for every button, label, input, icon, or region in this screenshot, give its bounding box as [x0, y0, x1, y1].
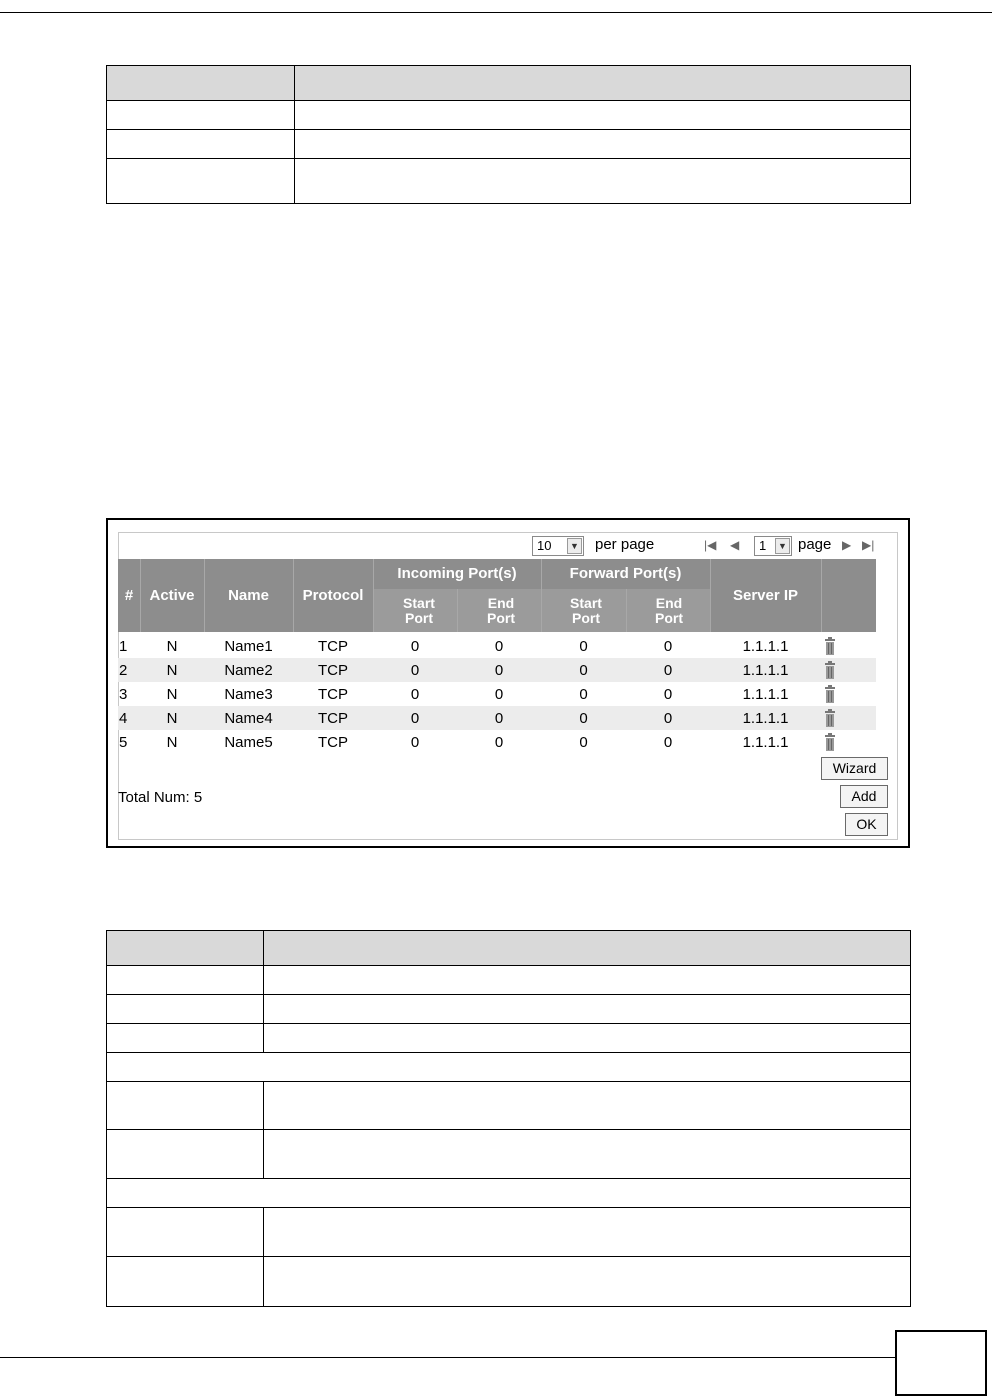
- table-cell: [107, 966, 264, 995]
- table-row: [118, 706, 876, 730]
- row-num: 4: [119, 710, 128, 727]
- prev-page-icon[interactable]: ◀: [730, 538, 740, 552]
- table-cell: [295, 101, 911, 130]
- table-cell: [107, 1130, 264, 1179]
- column-header-forward-end: End Port: [655, 595, 683, 626]
- table-cell: [264, 966, 911, 995]
- column-header-protocol: Protocol: [302, 587, 364, 604]
- table-cell: [264, 1024, 911, 1053]
- column-header-incoming: Incoming Port(s): [397, 565, 517, 582]
- page-select[interactable]: [754, 536, 792, 556]
- total-count: Total Num: 5: [118, 789, 203, 806]
- row-protocol: TCP: [318, 662, 348, 679]
- column-divider: [821, 559, 822, 632]
- row-in-start: 0: [410, 638, 420, 655]
- wizard-button[interactable]: Wizard: [821, 757, 888, 780]
- row-fwd-end: 0: [663, 662, 673, 679]
- row-protocol: TCP: [318, 710, 348, 727]
- table-header: [118, 559, 876, 632]
- table-header-cell: [264, 931, 911, 966]
- trash-icon[interactable]: [824, 709, 836, 727]
- row-in-end: 0: [494, 710, 504, 727]
- bottom-field-table: [106, 930, 911, 1307]
- row-name: Name2: [224, 662, 273, 679]
- row-name: Name1: [224, 638, 273, 655]
- row-fwd-start: 0: [579, 710, 588, 727]
- row-fwd-end: 0: [663, 686, 673, 703]
- row-num: 2: [119, 662, 128, 679]
- table-cell: [264, 1208, 911, 1257]
- row-active: N: [166, 686, 178, 703]
- row-fwd-end: 0: [663, 734, 673, 751]
- trash-icon[interactable]: [824, 685, 836, 703]
- row-in-start: 0: [410, 686, 420, 703]
- row-server-ip: 1.1.1.1: [742, 686, 789, 703]
- column-header-num: #: [124, 587, 134, 604]
- top-field-table: [106, 65, 911, 204]
- column-header-name: Name: [228, 587, 269, 604]
- row-protocol: TCP: [318, 734, 348, 751]
- table-cell: [107, 1024, 264, 1053]
- column-header-active: Active: [149, 587, 195, 604]
- table-cell: [107, 101, 295, 130]
- row-in-end: 0: [494, 686, 504, 703]
- row-num: 1: [119, 638, 128, 655]
- row-active: N: [166, 662, 178, 679]
- row-server-ip: 1.1.1.1: [742, 734, 789, 751]
- table-header-cell: [107, 66, 295, 101]
- per-page-select[interactable]: [532, 536, 584, 556]
- table-cell: [264, 1130, 911, 1179]
- page-value: 1: [759, 538, 767, 553]
- table-cell: [107, 1208, 264, 1257]
- table-section-cell: [107, 1053, 911, 1082]
- row-name: Name3: [224, 686, 273, 703]
- row-in-end: 0: [494, 734, 504, 751]
- per-page-label: per page: [595, 536, 655, 553]
- row-num: 5: [119, 734, 128, 751]
- trash-icon[interactable]: [824, 637, 836, 655]
- table-section-cell: [107, 1179, 911, 1208]
- row-server-ip: 1.1.1.1: [742, 638, 789, 655]
- chevron-down-icon: ▼: [567, 538, 582, 554]
- table-row: [118, 634, 876, 658]
- table-cell: [107, 1082, 264, 1130]
- table-cell: [107, 995, 264, 1024]
- row-fwd-end: 0: [663, 710, 673, 727]
- table-row: [118, 682, 876, 706]
- trash-icon[interactable]: [824, 733, 836, 751]
- add-button[interactable]: Add: [840, 785, 888, 808]
- last-page-icon[interactable]: ▶|: [862, 538, 875, 552]
- row-active: N: [166, 710, 178, 727]
- row-fwd-start: 0: [579, 734, 588, 751]
- row-in-end: 0: [494, 638, 504, 655]
- row-in-start: 0: [410, 710, 420, 727]
- ok-button[interactable]: OK: [845, 813, 888, 836]
- column-divider: [457, 589, 458, 632]
- column-divider: [626, 589, 627, 632]
- row-protocol: TCP: [318, 686, 348, 703]
- row-server-ip: 1.1.1.1: [742, 662, 789, 679]
- row-fwd-start: 0: [579, 638, 588, 655]
- table-cell: [264, 1082, 911, 1130]
- column-header-forward-start: Start Port: [570, 595, 602, 626]
- next-page-icon[interactable]: ▶: [842, 538, 852, 552]
- column-header-incoming-start: Start Port: [403, 595, 435, 626]
- column-header-forward: Forward Port(s): [569, 565, 682, 582]
- table-cell: [107, 130, 295, 159]
- row-num: 3: [119, 686, 128, 703]
- table-cell: [295, 130, 911, 159]
- table-row: [118, 658, 876, 682]
- trash-icon[interactable]: [824, 661, 836, 679]
- top-rule: [0, 12, 992, 13]
- chevron-down-icon: ▼: [775, 538, 790, 554]
- row-fwd-end: 0: [663, 638, 673, 655]
- row-server-ip: 1.1.1.1: [742, 710, 789, 727]
- per-page-value: 10: [537, 538, 552, 553]
- row-name: Name4: [224, 710, 273, 727]
- table-cell: [264, 995, 911, 1024]
- row-fwd-start: 0: [579, 662, 588, 679]
- table-cell: [264, 1257, 911, 1307]
- row-protocol: TCP: [318, 638, 348, 655]
- row-in-end: 0: [494, 662, 504, 679]
- table-header-cell: [295, 66, 911, 101]
- page-number-box: [895, 1330, 987, 1396]
- first-page-icon[interactable]: |◀: [704, 538, 717, 552]
- row-in-start: 0: [410, 662, 420, 679]
- row-in-start: 0: [410, 734, 420, 751]
- row-fwd-start: 0: [579, 686, 588, 703]
- column-header-server-ip: Server IP: [732, 587, 799, 604]
- row-name: Name5: [224, 734, 273, 751]
- table-cell: [107, 1257, 264, 1307]
- column-header-incoming-end: End Port: [487, 595, 515, 626]
- bottom-rule: [0, 1357, 895, 1358]
- table-row: [118, 730, 876, 754]
- table-cell: [295, 159, 911, 204]
- row-active: N: [166, 638, 178, 655]
- table-header-cell: [107, 931, 264, 966]
- table-cell: [107, 159, 295, 204]
- page-label: page: [798, 536, 832, 553]
- row-active: N: [166, 734, 178, 751]
